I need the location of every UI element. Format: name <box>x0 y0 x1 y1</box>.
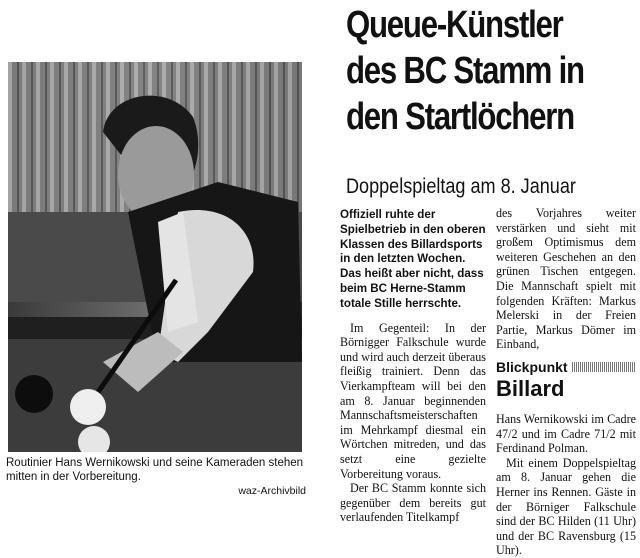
kicker-label: Blickpunkt <box>496 358 568 375</box>
subheadline: Doppelspieltag am 8. Januar <box>346 175 576 198</box>
section-kicker-title: Billard <box>496 375 565 401</box>
headline-line-3: den Startlöchern <box>346 96 574 138</box>
photo-credit: waz-Archivbild <box>238 485 306 497</box>
article-paragraph-2-continued: des Vorjahres weiter verstärken und sieht mit großem Optimismus dem weiteren Geschehen an den grünen Tischen entgegen. Die Mannschaft spielt mit folgenden Kräften: Markus Melerski in der Freien Partie, Markus Dömer im Einband, <box>496 206 636 352</box>
article-photo <box>8 62 302 452</box>
section-kicker <box>496 358 636 376</box>
article-column-1 <box>340 208 486 525</box>
article-paragraph-4: Mit einem Doppelspieltag am 8. Januar gehen die Herner ins Rennen. Gäste in der Börniger Falkschule sind der BC Hilden (11 Uhr) und der BC Ravensburg (15 Uhr). <box>496 455 636 558</box>
headline <box>346 2 585 140</box>
article-column-2 <box>496 206 636 558</box>
article-paragraph-1: Im Gegenteil: In der Börnigger Falkschule wurde und wird auch derzeit überaus fleißig trainiert. Denn das Vierkampfteam will bei den am 8. Januar beginnenden Mannschaftsmeisterschaften im Mehrkampf diesmal ein Wörtchen mitreden, und das setzt eine gezielte Vorbereitung voraus. <box>340 320 486 481</box>
photo-caption <box>6 456 306 498</box>
article-lead: Offiziell ruhte der Spielbetrieb in den oberen Klassen des Billardsports in den letzten Wochen. Das heißt aber nicht, dass beim BC Herne-Stamm totale Stille herrschte. <box>340 208 486 310</box>
headline-line-2: des BC Stamm in <box>346 50 584 92</box>
caption-text: Routinier Hans Wernikowski und seine Kameraden stehen mitten in der Vorbereitung. <box>6 457 304 483</box>
article-paragraph-2: Der BC Stamm konnte sich gegenüber dem bereits gut verlaufenden Titelkampf <box>340 481 486 525</box>
kicker-hatch-rule <box>572 362 636 372</box>
article-paragraph-3: Hans Wernikowski im Cadre 47/2 und im Cadre 71/2 mit Ferdinand Polman. <box>496 411 636 456</box>
headline-line-1: Queue-Künstler <box>346 4 563 46</box>
billiard-player-image <box>8 62 302 452</box>
